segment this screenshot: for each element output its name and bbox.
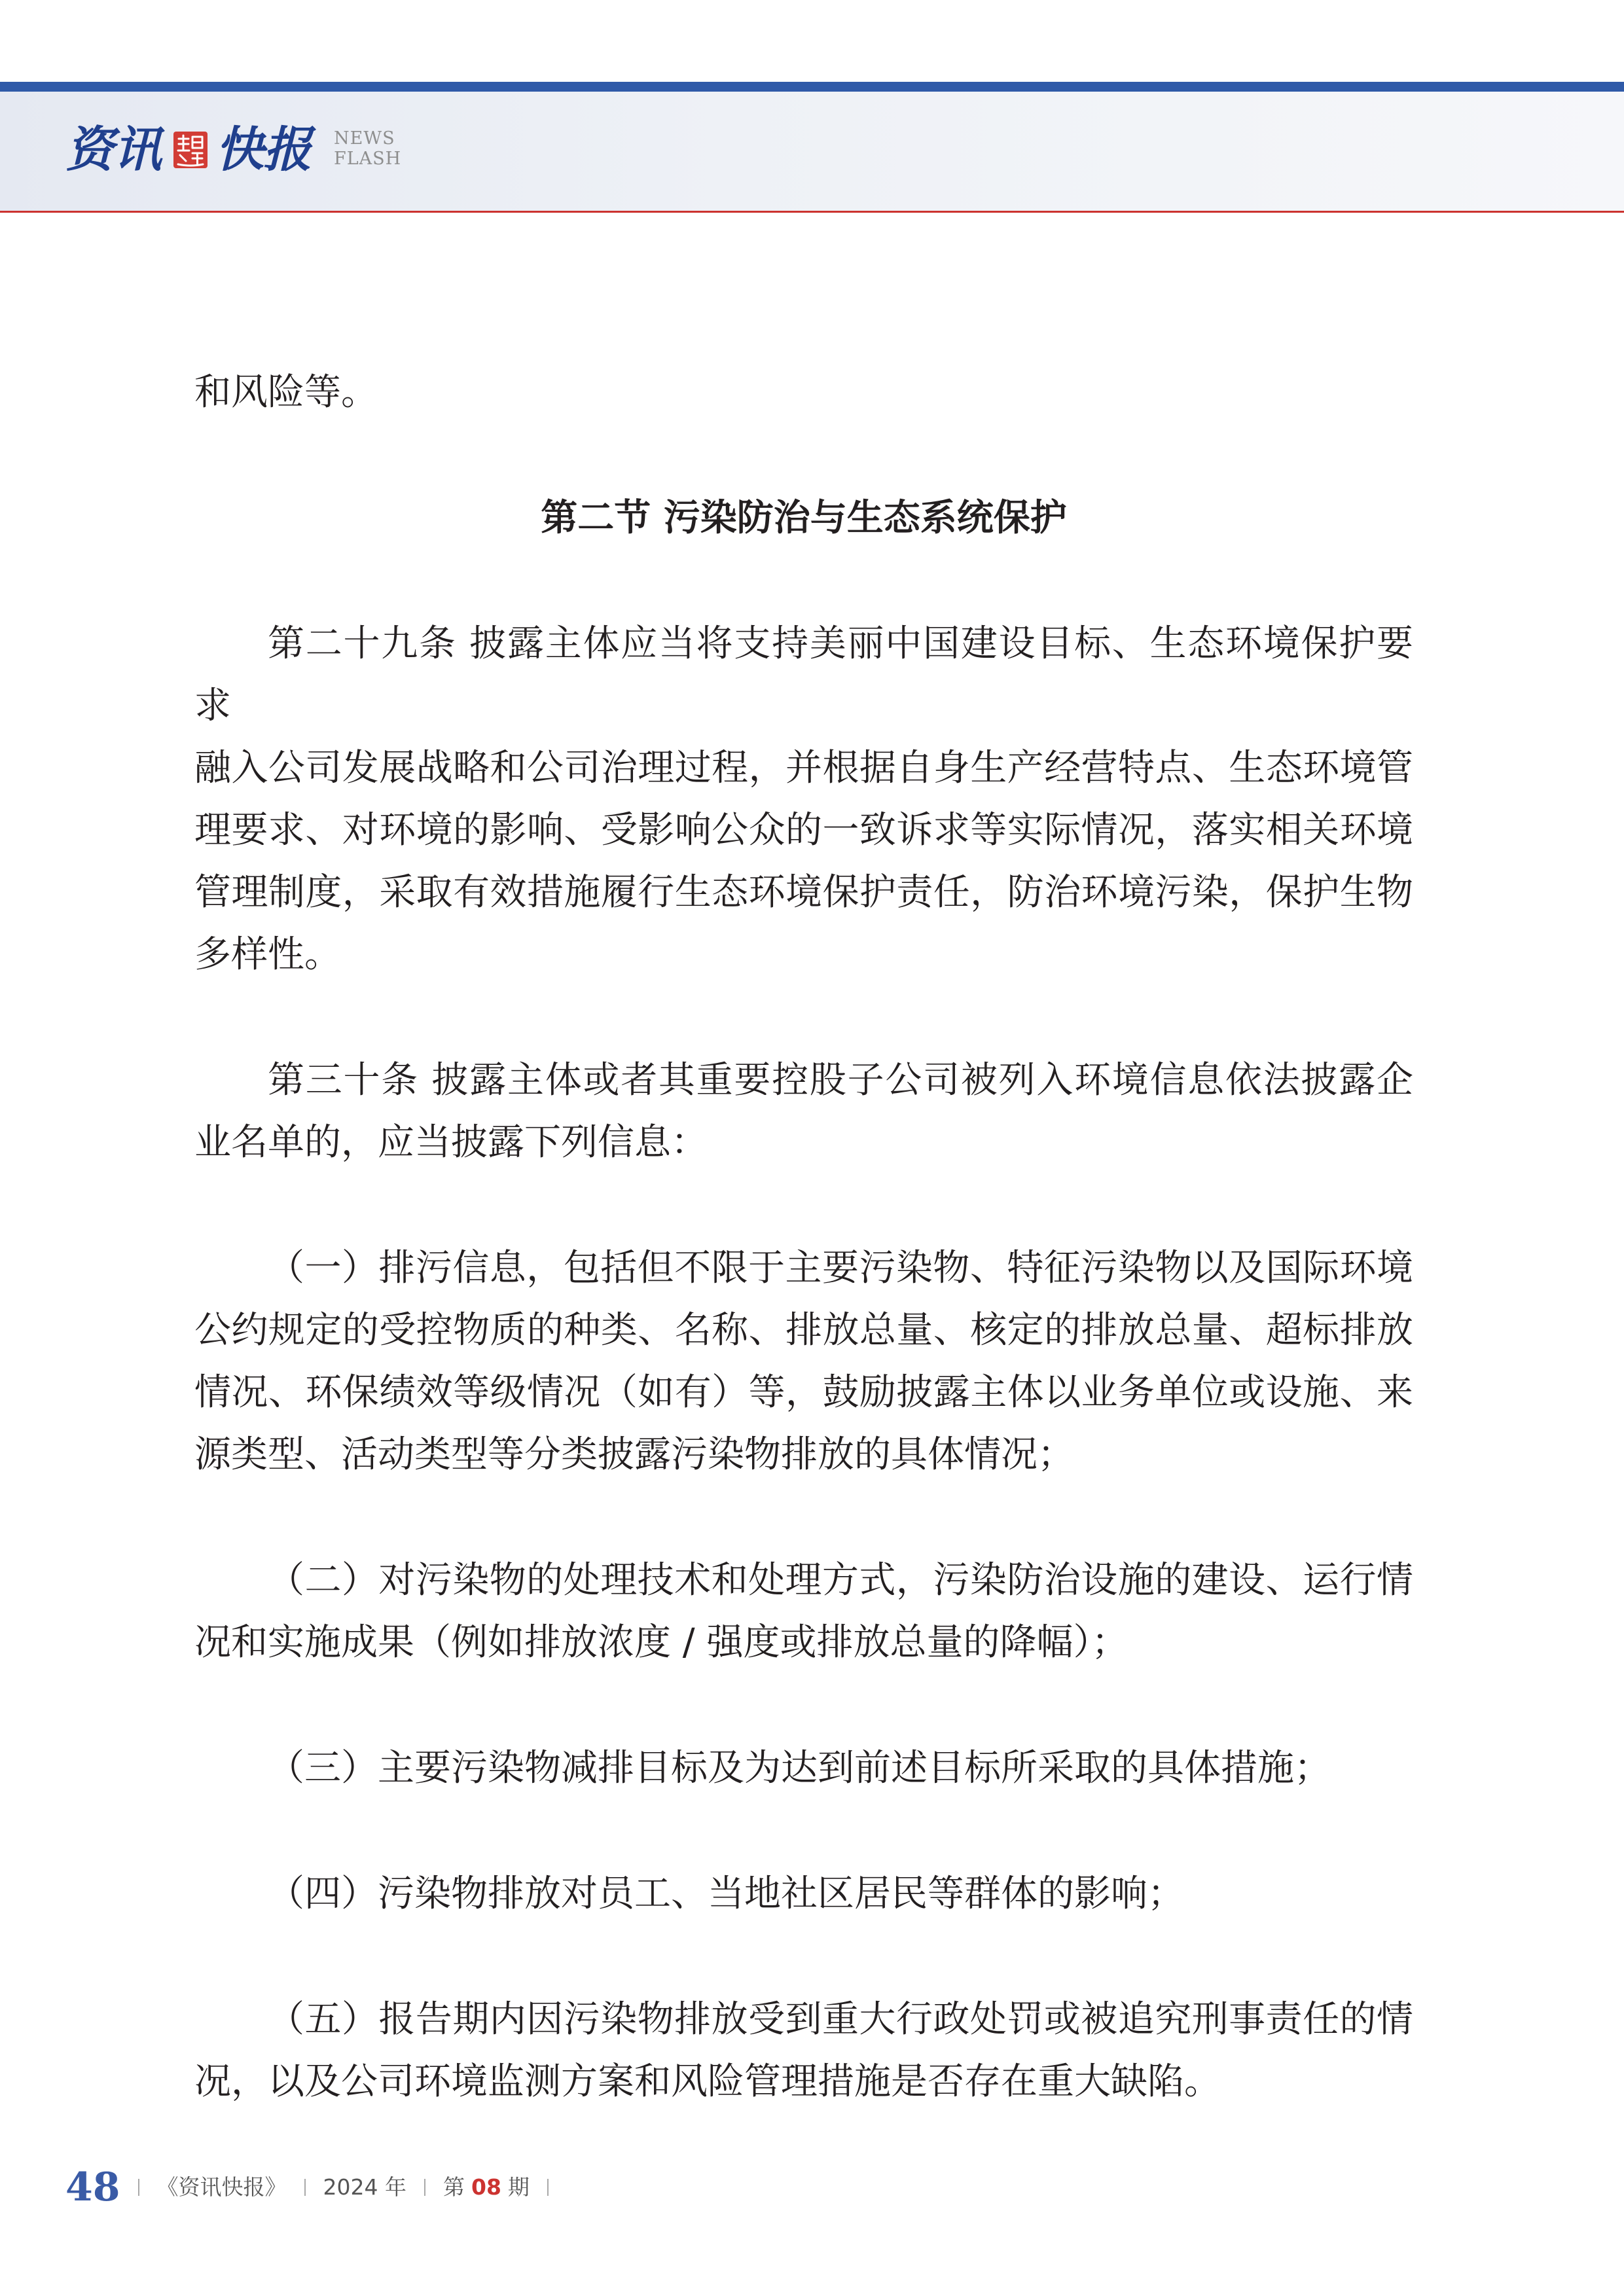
logo-text-left: 资讯 — [65, 122, 161, 178]
publication-name: 《资讯快报》 — [156, 2174, 287, 2200]
issue-suffix: 期 — [507, 2174, 530, 2200]
text-line: 和风险等。 — [194, 371, 378, 414]
text-line: （二）对污染物的处理技术和处理方式，污染防治设施的建设、运行情 — [268, 1559, 1413, 1602]
publication-logo — [65, 122, 311, 178]
footer-divider — [547, 2179, 549, 2196]
text-line: 情况、环保绩效等级情况（如有）等，鼓励披露主体以业务单位或设施、来 — [194, 1371, 1413, 1414]
text-line: （一）排污信息，包括但不限于主要污染物、特征污染物以及国际环境 — [268, 1247, 1413, 1289]
issue-prefix: 第 — [442, 2174, 465, 2200]
list-item-3-paragraph — [194, 1737, 1413, 1799]
text-line: （五）报告期内因污染物排放受到重大行政处罚或被追究刑事责任的情 — [268, 1998, 1413, 2041]
text-line: 多样性。 — [194, 933, 341, 976]
continuation-paragraph — [194, 361, 1413, 423]
text-line: 业名单的，应当披露下列信息： — [194, 1121, 708, 1164]
issue-number: 08 — [471, 2174, 501, 2200]
text-line: 第二十九条 披露主体应当将支持美丽中国建设目标、生态环境保护要求 — [194, 622, 1413, 727]
list-item-1-paragraph — [194, 1237, 1413, 1486]
section-heading-block — [194, 487, 1413, 549]
text-line: 况，以及公司环境监测方案和风险管理措施是否存在重大缺陷。 — [194, 2060, 1221, 2103]
page-footer — [65, 2163, 566, 2212]
text-line: （三）主要污染物减排目标及为达到前述目标所采取的具体措施； — [268, 1747, 1331, 1789]
text-line: （四）污染物排放对员工、当地社区居民等群体的影响； — [268, 1873, 1184, 1915]
article-29-paragraph — [194, 613, 1413, 986]
text-line: 管理制度，采取有效措施履行生态环境保护责任，防治环境污染，保护生物 — [194, 871, 1413, 914]
footer-divider — [138, 2179, 139, 2196]
footer-divider — [304, 2179, 306, 2196]
tagline-line-2: FLASH — [334, 149, 402, 169]
red-seal-icon — [173, 131, 208, 169]
text-line: 第三十条 披露主体或者其重要控股子公司被列入环境信息依法披露企 — [268, 1059, 1413, 1102]
text-line: 理要求、对环境的影响、受影响公众的一致诉求等实际情况，落实相关环境 — [194, 809, 1413, 852]
article-body — [194, 361, 1413, 2176]
footer-divider — [424, 2179, 425, 2196]
publication-year: 2024 年 — [323, 2174, 406, 2200]
text-line: 融入公司发展战略和公司治理过程，并根据自身生产经营特点、生态环境管 — [194, 747, 1413, 789]
text-line: 公约规定的受控物质的种类、名称、排放总量、核定的排放总量、超标排放 — [194, 1309, 1413, 1352]
tagline-line-1: NEWS — [334, 128, 395, 149]
text-line: 况和实施成果（例如排放浓度 / 强度或排放总量的降幅）； — [194, 1621, 1128, 1664]
list-item-5-paragraph — [194, 1988, 1413, 2113]
header-red-rule — [0, 211, 1624, 213]
logo-text-right: 快报 — [215, 122, 311, 178]
header-top-bar — [0, 82, 1624, 92]
list-item-4-paragraph — [194, 1863, 1413, 1925]
text-line: 源类型、活动类型等分类披露污染物排放的具体情况； — [194, 1433, 1074, 1476]
list-item-2-paragraph — [194, 1549, 1413, 1674]
page-number: 48 — [65, 2164, 120, 2210]
news-flash-tagline — [334, 128, 401, 169]
section-heading: 第二节 污染防治与生态系统保护 — [541, 497, 1067, 539]
article-30-paragraph — [194, 1049, 1413, 1174]
